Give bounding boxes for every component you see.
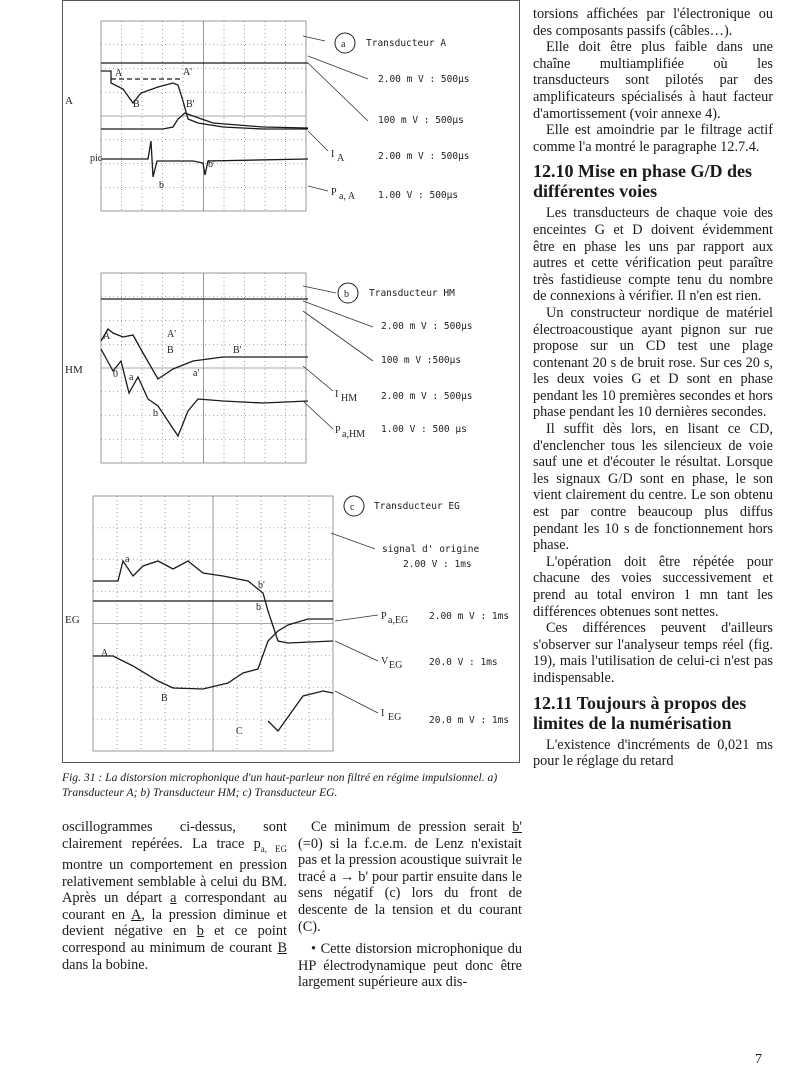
- paragraph: L'existence d'incréments de 0,021 ms pour le réglage du retard: [533, 736, 773, 770]
- point-B: B: [133, 99, 140, 110]
- leader-line: [335, 641, 378, 661]
- point-b: b: [153, 408, 158, 419]
- oscillogram-figure: [62, 0, 520, 763]
- point-a: a: [125, 554, 130, 565]
- panel-a-side-label: A: [65, 95, 73, 107]
- panel-a-trace-p-sub: a, A: [339, 191, 356, 202]
- panel-b-side-label: HM: [65, 364, 83, 376]
- panel-a-letter: a: [341, 39, 346, 50]
- leader-line: [308, 186, 328, 191]
- panel-b-trace-i-sub: HM: [341, 393, 358, 404]
- panel-c: [65, 496, 509, 737]
- leader-line: [303, 401, 333, 429]
- point-B-prime: B': [233, 345, 242, 356]
- section-heading: 12.11 Toujours à propos des limites de la numérisation: [533, 692, 747, 733]
- leader-line: [331, 533, 375, 549]
- text-column-3: [533, 6, 773, 770]
- section-heading: 12.10 Mise en phase G/D des différentes voies: [533, 161, 753, 202]
- paragraph: Ces différences peuvent d'ailleurs s'observer sur l'analyseur temps réel (fig. 19), mais l'utilisation de celui-ci n'est pas indispensable.: [533, 620, 773, 686]
- panel-c-trace-v: V: [381, 656, 389, 667]
- point-B: B: [167, 345, 174, 356]
- panel-b-trace-p: P: [335, 425, 341, 436]
- point-b: b: [256, 602, 261, 613]
- text-column-1: [62, 819, 287, 973]
- paragraph: torsions affichées par l'électronique ou des composants passifs (câbles…).: [533, 6, 773, 39]
- point-B-prime: B': [186, 99, 195, 110]
- point-b-prime: b': [208, 159, 215, 170]
- panel-a-scale-2: 100 m V : 500μs: [378, 115, 464, 126]
- panel-b-title: Transducteur HM: [369, 288, 455, 299]
- point-pic: pic: [90, 153, 103, 164]
- paragraph: Les transducteurs de chaque voie des enceintes G et D doivent évidemment être en phase les uns par rapport aux autres et cette vérification peut paraître très fastidieuse compte tenu du nombre de connexions à vérifier. Il n'en est rien.: [533, 205, 773, 305]
- paragraph: Ce minimum de pression serait b' (=0) si la f.c.e.m. de Lenz n'existait pas et la pression acoustique suivrait le tracé a → b' pour partir ensuite dans le sens négatif (c) lors du front de descente de la tension et du courant (C).: [298, 819, 522, 935]
- panel-a-trace-i: I: [331, 149, 335, 160]
- panel-b-scale-2: 100 m V :500μs: [381, 355, 462, 366]
- figure-caption: Fig. 31 : La distorsion microphonique d'un haut-parleur non filtré en régime impulsionnel. a) Transducteur A; b) Transducteur HM; c) Transducteur EG.: [62, 771, 498, 799]
- trace-impulse-a: [101, 141, 308, 177]
- panel-c-letter: c: [350, 502, 355, 513]
- panel-a-trace-i-sub: A: [337, 153, 345, 164]
- point-A: A: [103, 331, 111, 342]
- leader-line: [308, 56, 368, 79]
- point-0: 0: [113, 369, 118, 380]
- panel-a-scale-3: 2.00 m V : 500μs: [378, 151, 470, 162]
- point-A: A: [115, 68, 123, 79]
- panel-a-trace-p: P: [331, 187, 337, 198]
- panel-c-scale-1: signal d' origine: [382, 544, 480, 555]
- panel-c-title: Transducteur EG: [374, 501, 460, 512]
- trace-current-a: [101, 113, 308, 129]
- leader-line: [308, 131, 328, 151]
- panel-b: [65, 283, 473, 440]
- panel-c-scale-4: 20.0 V : 1ms: [429, 657, 498, 668]
- paragraph: L'opération doit être répétée pour chacune des voies successivement et prend au total environ 1 mn tant les différences obtenues sont nettes.: [533, 553, 773, 620]
- panel-c-scale-5: 20.0 m V : 1ms: [429, 715, 510, 726]
- panel-c-scale-3: 2.00 m V : 1ms: [429, 611, 510, 622]
- paragraph: Il suffit dès lors, en lisant ce CD, d'enclencher tous les silencieux de voie sauf une et d'écouter le résultat. Lorsque les signaux G/D sont en phase, le son vient clairement du centre. Le son obtenu est par contre beaucoup plus diffus pendant les 10 s de fonctionnement hors phase.: [533, 421, 773, 554]
- panel-a-scale-1: 2.00 m V : 500μs: [378, 74, 470, 85]
- panel-b-letter: b: [344, 289, 349, 300]
- trace-current-c: [268, 691, 333, 731]
- point-C: C: [236, 726, 243, 737]
- panel-b-trace-p-sub: a,HM: [342, 429, 366, 440]
- point-B: B: [161, 693, 168, 704]
- leader-line: [308, 63, 368, 121]
- point-A-prime: A': [167, 329, 177, 340]
- point-a: a: [129, 372, 134, 383]
- panel-c-trace-i: I: [381, 708, 385, 719]
- panel-c-trace-v-sub: EG: [389, 660, 403, 671]
- leader-line: [335, 615, 378, 621]
- panel-b-scale-4: 1.00 V : 500 μs: [381, 424, 467, 435]
- point-a-prime: a': [193, 368, 200, 379]
- page-number: 7: [755, 1052, 762, 1067]
- panel-a-title: Transducteur A: [366, 38, 447, 49]
- panel-c-trace-i-sub: EG: [388, 712, 402, 723]
- paragraph: Un constructeur nordique de matériel électroacoustique ayant pignon sur rue propose sur un CD test une plage contenant 20 s de bruit rose. Sur ces 20 s, les deux voies G et D sont en phase pendant les 10 premières secondes et hors phase pendant les 10 dernières secondes.: [533, 304, 773, 421]
- leader-line: [335, 691, 378, 713]
- panel-c-side-label: EG: [65, 614, 80, 626]
- panel-a-scale-4: 1.00 V : 500μs: [378, 190, 459, 201]
- paragraph: Elle est amoindrie par le filtrage actif comme l'a montré le paragraphe 12.7.4.: [533, 122, 773, 155]
- point-A: A: [101, 648, 109, 659]
- point-A-prime: A': [183, 67, 193, 78]
- paragraph: oscillogrammes ci-dessus, sont clairement repérées. La trace $p_{a, EG}$ montre un comportement en pression relativement semblable à celui du BM. Après un départ a correspondant au courant en A, la pression diminue et devient négative en b et ce point correspond au minimum de courant B dans la bobine.: [62, 819, 287, 973]
- leader-line: [303, 301, 373, 327]
- panel-b-scale-1: 2.00 m V : 500μs: [381, 321, 473, 332]
- text-column-2: [298, 819, 522, 991]
- panel-a: [65, 33, 470, 202]
- leader-line: [303, 366, 333, 391]
- panel-c-scale-2: 2.00 V : 1ms: [403, 559, 472, 570]
- panel-c-trace-p: P: [381, 611, 387, 622]
- point-b: b: [159, 180, 164, 191]
- panel-b-scale-3: 2.00 m V : 500μs: [381, 391, 473, 402]
- leader-line: [303, 311, 373, 361]
- point-b-prime: b': [258, 580, 265, 591]
- panel-b-trace-i: I: [335, 389, 339, 400]
- paragraph: Elle doit être plus faible dans une chaîne multiamplifiée où les transducteurs sont pilotés par des amplificateurs spécialisés à haut facteur d'amortissement (voir annexe 4).: [533, 39, 773, 122]
- panel-c-trace-p-sub: a,EG: [388, 615, 409, 626]
- leader-line: [303, 286, 336, 293]
- trace-pressure-b: [101, 349, 308, 436]
- paragraph: • Cette distorsion microphonique du HP électrodynamique peut donc être largement supérieure aux dis-: [298, 941, 522, 991]
